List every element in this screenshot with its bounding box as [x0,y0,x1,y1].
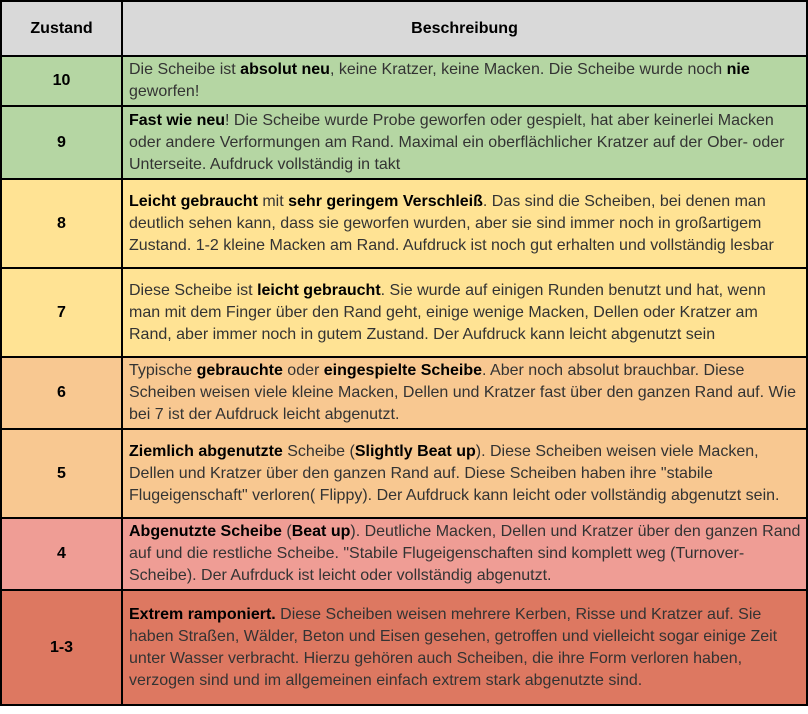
description-cell [122,268,807,357]
description-segment: Die Scheibe ist [129,61,241,78]
description-segment: ). Diese Scheiben weisen viele Macken, Dellen und Kratzer über den ganzen Rand auf. Diese Scheiben haben ihre "stabile Flugeigenschaft" verloren( Flippy). Der Aufdruck kann leicht oder vollständig abgenutzt sein. [129,442,780,504]
condition-value-cell: 7 [1,268,122,357]
table-row [1,179,807,268]
table-row [1,518,807,590]
description-cell [122,590,807,705]
description-segment: geworfen! [129,83,200,100]
description-segment: , keine Kratzer, keine Macken. Die Scheibe wurde noch [329,61,727,78]
description-segment: Diese Scheiben weisen mehrere Kerben, Risse und Kratzer auf. Sie haben Straßen, Wälder, Beton und Eisen gesehen, getroffen und vielleicht sogar einige Zeit unter Wasser verbracht. Hierzu gehören auch Scheiben, die ihre Form verloren haben, verzogen sind und im allgemeinen einfach extrem stark abgenutzte sind. [129,605,778,689]
description-bold-segment: Ziemlich abgenutzte [129,442,283,460]
description-cell [122,518,807,590]
description-bold-segment: Leicht gebraucht [129,192,258,210]
header-row [1,1,807,56]
description-segment: Diese Scheibe ist [129,281,258,299]
description-segment: mit [257,192,289,210]
description-segment: oder [282,362,324,379]
condition-value-cell: 5 [1,429,122,518]
description-segment: Scheibe ( [282,442,355,460]
table-row [1,268,807,357]
description-bold-segment: eingespielte Scheibe [323,362,483,379]
condition-value-cell: 1-3 [1,590,122,705]
description-segment: . Das sind die Scheiben, bei denen man deutlich sehen kann, dass sie geworfen wurden, aber sie sind immer noch in großartigem Zustand. 1-2 kleine Macken am Rand. Aufdruck ist noch gut erhalten und vollständig lesbar [129,192,774,254]
description-segment: ( [281,523,292,540]
description-bold-segment: Abgenutzte Scheibe [129,523,282,540]
condition-value-cell: 4 [1,518,122,590]
header-zustand: Zustand [1,1,122,56]
description-segment: ! Die Scheibe wurde Probe geworfen oder gespielt, hat aber keinerlei Macken oder andere Verformungen am Rand. Maximal ein oberflächlicher Kratzer auf der Ober- oder Unterseite. Aufdruck vollständig in takt [129,111,785,173]
description-bold-segment: Beat up [291,523,351,540]
condition-value-cell: 9 [1,106,122,179]
condition-value-cell: 10 [1,56,122,106]
table-body [1,56,807,705]
description-bold-segment: Extrem ramponiert. [129,605,276,623]
table-row [1,56,807,106]
condition-value-cell: 6 [1,357,122,429]
table-row [1,590,807,705]
description-segment: . Sie wurde auf einigen Runden benutzt und hat, wenn man mit dem Finger über den Rand geht, einige wenige Macken, Dellen oder Kratzer am Rand, aber immer noch in gutem Zustand. Der Aufdruck kann leicht abgenutzt sein [129,281,766,343]
description-cell [122,56,807,106]
description-cell [122,429,807,518]
table-row [1,357,807,429]
description-cell [122,179,807,268]
description-cell [122,357,807,429]
description-segment: Typische [129,362,197,379]
description-bold-segment: leicht gebraucht [257,281,381,299]
description-bold-segment: Slightly Beat up [354,442,476,460]
table-row [1,429,807,518]
header-beschreibung: Beschreibung [122,1,807,56]
description-segment: ). Deutliche Macken, Dellen und Kratzer über den ganzen Rand auf und die restliche Scheibe. "Stabile Flugeigenschaften sind komplett weg (Turnover-Scheibe). Der Aufrduck ist leicht oder vollständig abgenutzt. [129,523,801,584]
description-bold-segment: gebrauchte [196,362,283,379]
description-bold-segment: Fast wie neu [129,111,226,129]
description-bold-segment: absolut neu [240,61,330,78]
description-bold-segment: sehr geringem Verschleiß [288,192,483,210]
description-bold-segment: nie [726,61,750,78]
table-row [1,106,807,179]
description-segment: . Aber noch absolut brauchbar. Diese Scheiben weisen viele kleine Macken, Dellen und Kratzer fast über den ganzen Rand auf. Wie bei 7 ist der Aufdruck leicht abgenutzt. [129,362,797,423]
description-cell [122,106,807,179]
table-header [1,1,807,56]
condition-value-cell: 8 [1,179,122,268]
